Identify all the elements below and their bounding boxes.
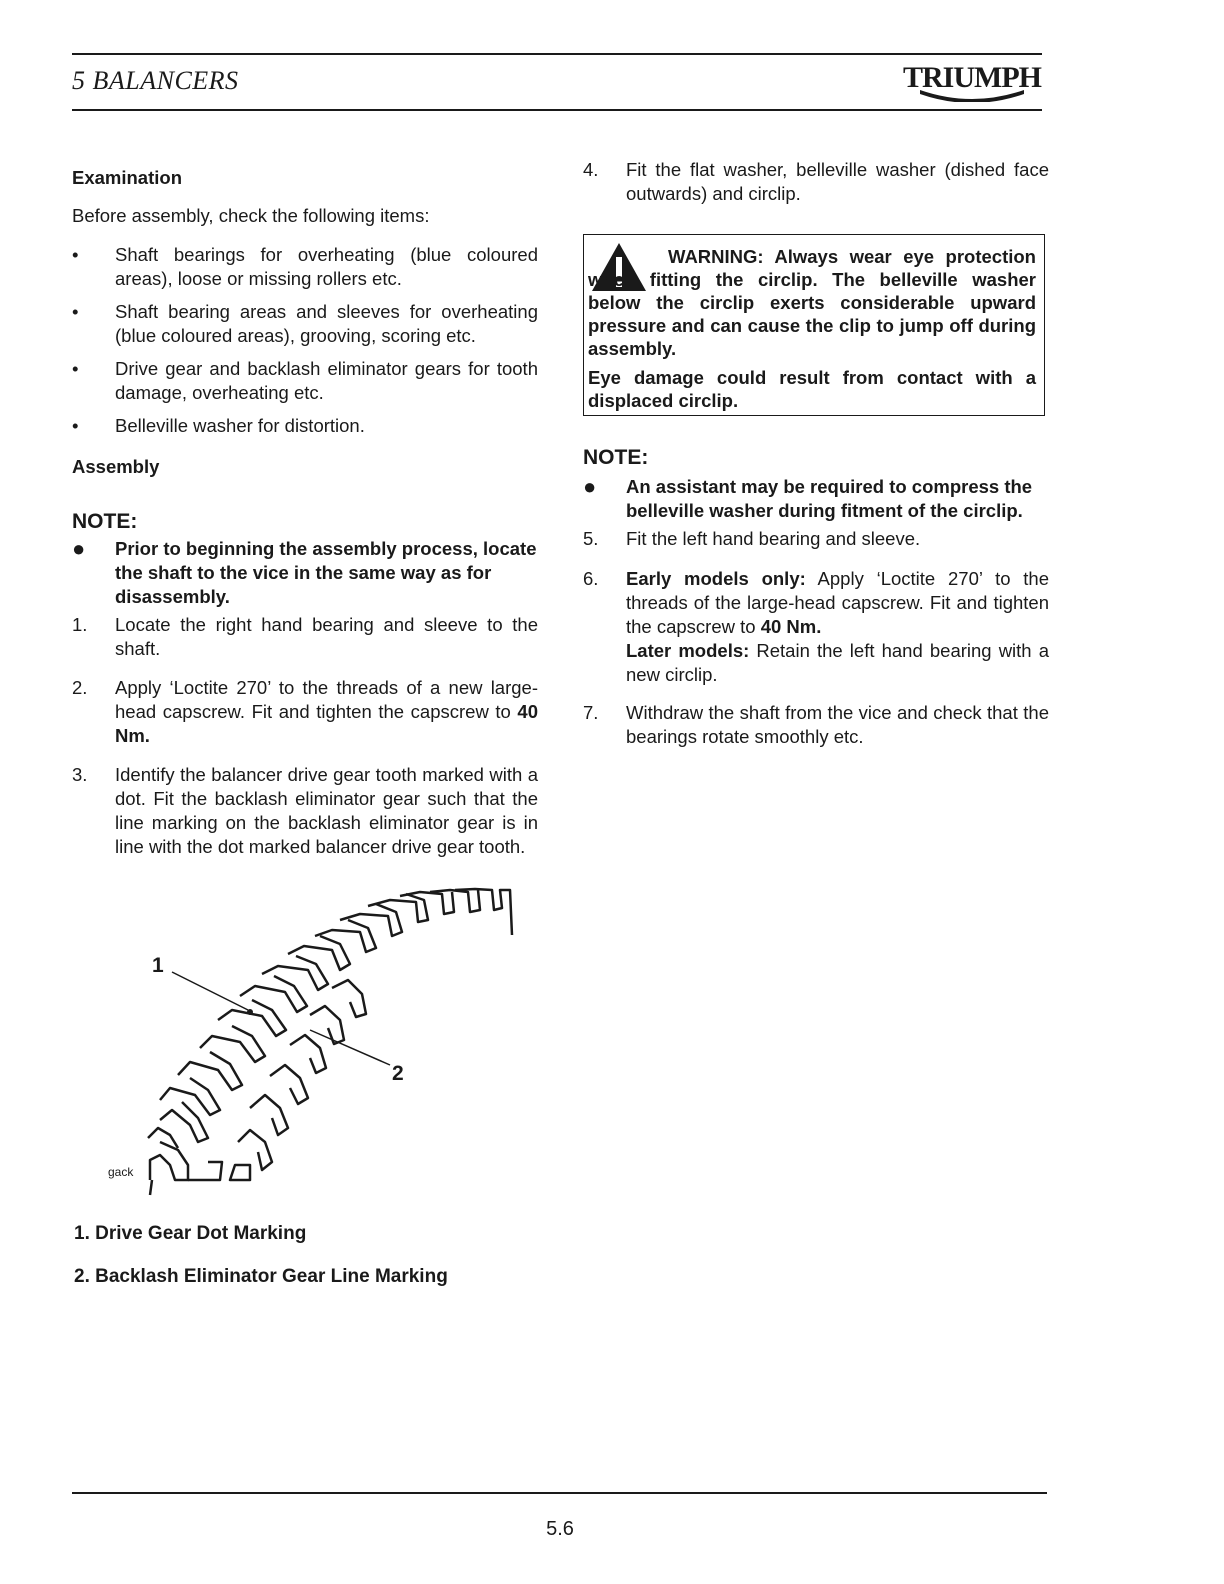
- callout-2: 2: [392, 1062, 404, 1085]
- bullet-icon: ●: [583, 474, 597, 499]
- note-heading: NOTE:: [72, 510, 138, 533]
- section-title: 5 BALANCERS: [72, 66, 239, 95]
- footer-rule: [72, 1492, 1047, 1494]
- step-4: 4. Fit the flat washer, belleville washer (dished face outwards) and circlip.: [583, 159, 1049, 204]
- list-item: • Shaft bearing areas and sleeves for overheating (blue coloured areas), grooving, scoring etc.: [72, 301, 538, 346]
- callout-1: 1: [152, 954, 164, 977]
- callout-2-leader: [310, 1030, 390, 1065]
- figure-reference: gack: [108, 1165, 134, 1179]
- logo-text: TRIUMPH: [903, 61, 1041, 94]
- note-heading: NOTE:: [583, 446, 649, 469]
- warning-text: WARNING: Always wear eye protection when fitting the circlip. The belleville washer below the circlip exerts considerable upward pressure and can cause the clip to jump off during assembly.: [588, 246, 1036, 359]
- list-item: • Shaft bearings for overheating (blue coloured areas), loose or missing rollers etc.: [72, 244, 538, 289]
- right-column-lower: [583, 0, 1049, 800]
- step-2: 2. Apply ‘Loctite 270’ to the threads of a new large-head capscrew. Fit and tighten the capscrew to 40 Nm.: [72, 677, 538, 746]
- step-6: 6. Early models only: Apply ‘Loctite 270’ to the threads of the large-head capscrew. Fit and tighten the capscrew to 40 Nm. Later models: Retain the left hand bearing with a new circlip.: [583, 568, 1049, 685]
- bullet-icon: •: [72, 415, 79, 436]
- bullet-icon: ●: [72, 536, 86, 561]
- caption-2: 2. Backlash Eliminator Gear Line Marking: [74, 1266, 448, 1287]
- caption-1: 1. Drive Gear Dot Marking: [74, 1223, 307, 1244]
- examination-intro: Before assembly, check the following items:: [72, 205, 430, 226]
- note-item: ● An assistant may be required to compress the belleville washer during fitment of the circlip.: [583, 474, 1033, 521]
- step-7: 7. Withdraw the shaft from the vice and check that the bearings rotate smoothly etc.: [583, 702, 1049, 747]
- assembly-heading: Assembly: [72, 456, 160, 477]
- gear-figure: [100, 880, 530, 1210]
- drive-gear-teeth: [148, 889, 512, 1195]
- bullet-icon: •: [72, 301, 79, 322]
- step-1: 1. Locate the right hand bearing and sleeve to the shaft.: [72, 614, 538, 659]
- bullet-icon: •: [72, 244, 79, 265]
- page-number: 5.6: [546, 1518, 574, 1540]
- list-item: • Drive gear and backlash eliminator gears for tooth damage, overheating etc.: [72, 358, 538, 403]
- callout-1-leader: [172, 972, 248, 1010]
- step-5: 5. Fit the left hand bearing and sleeve.: [583, 528, 921, 549]
- note-item: ● Prior to beginning the assembly process, locate the shaft to the vice in the same way as for disassembly.: [72, 536, 537, 607]
- list-item: • Belleville washer for distortion.: [72, 415, 365, 436]
- step-3: 3. Identify the balancer drive gear tooth marked with a dot. Fit the backlash eliminator gear such that the line marking on the backlash eliminator gear is in line with the dot marked balancer drive gear tooth.: [72, 764, 538, 857]
- warning-eye-damage: Eye damage could result from contact with a displaced circlip.: [588, 367, 1036, 411]
- bullet-icon: •: [72, 358, 79, 379]
- examination-heading: Examination: [72, 167, 182, 188]
